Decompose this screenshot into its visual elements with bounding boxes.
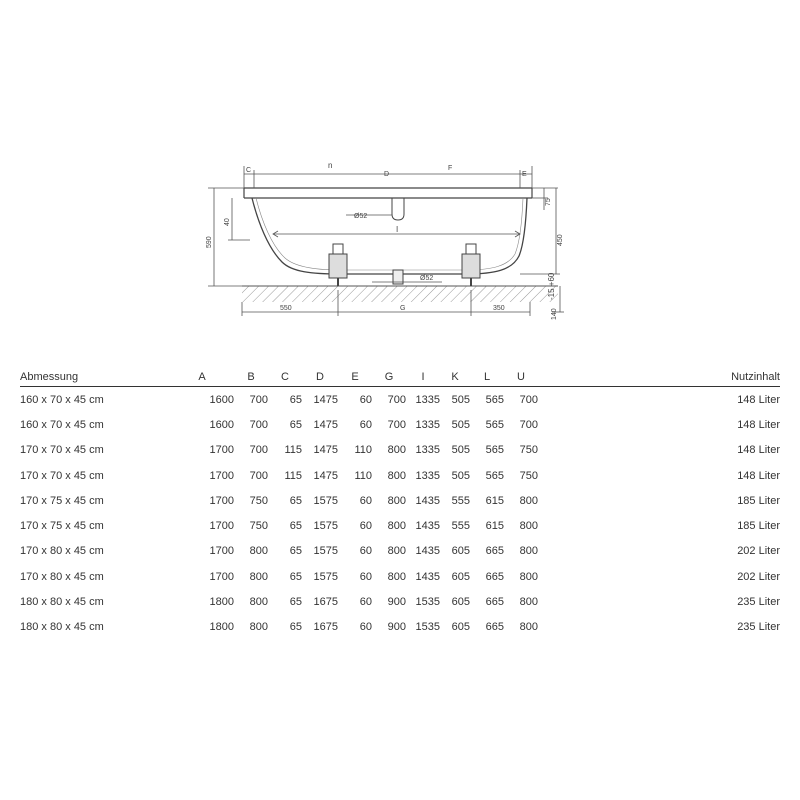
cell-value: 800 xyxy=(519,596,538,609)
cell-value: 1475 xyxy=(313,418,338,431)
cell-value: 1700 xyxy=(209,545,234,558)
cell-value: 700 xyxy=(249,393,268,406)
cell-value: 750 xyxy=(519,469,538,482)
table-row xyxy=(20,412,780,437)
label-g: G xyxy=(400,305,406,312)
cell-abmessung: 170 x 70 x 45 cm xyxy=(20,444,104,457)
cell-value: 665 xyxy=(485,545,504,558)
cell-value: 65 xyxy=(289,520,302,533)
header-c: C xyxy=(281,371,289,383)
cell-value: 1575 xyxy=(313,545,338,558)
cell-value: 1700 xyxy=(209,570,234,583)
cell-value: 605 xyxy=(451,570,470,583)
cell-value: 700 xyxy=(249,444,268,457)
cell-abmessung: 160 x 70 x 45 cm xyxy=(20,418,104,431)
label-140: 140 xyxy=(551,308,558,320)
cell-value: 1475 xyxy=(313,444,338,457)
cell-value: 615 xyxy=(485,494,504,507)
cell-abmessung: 170 x 80 x 45 cm xyxy=(20,570,104,583)
cell-value: 605 xyxy=(451,545,470,558)
cell-value: 1435 xyxy=(415,494,440,507)
cell-value: 800 xyxy=(249,570,268,583)
cell-value: 1800 xyxy=(209,621,234,634)
cell-value: 1435 xyxy=(415,570,440,583)
cell-value: 65 xyxy=(289,393,302,406)
cell-value: 1700 xyxy=(209,469,234,482)
cell-nutzinhalt: 235 Liter xyxy=(737,596,780,609)
cell-nutzinhalt: 185 Liter xyxy=(737,520,780,533)
cell-value: 60 xyxy=(359,621,372,634)
label-d: D xyxy=(384,171,390,178)
header-nutzinhalt: Nutzinhalt xyxy=(731,371,780,383)
label-450: 450 xyxy=(557,234,564,246)
cell-value: 700 xyxy=(249,469,268,482)
cell-value: 1335 xyxy=(415,418,440,431)
cell-abmessung: 180 x 80 x 45 cm xyxy=(20,621,104,634)
cell-value: 60 xyxy=(359,418,372,431)
cell-value: 115 xyxy=(284,469,302,482)
header-abmessung: Abmessung xyxy=(20,371,79,383)
cell-nutzinhalt: 235 Liter xyxy=(737,621,780,634)
label-drain-bottom: Ø52 xyxy=(420,275,434,282)
cell-value: 665 xyxy=(485,621,504,634)
bathtub-technical-drawing xyxy=(0,0,800,360)
cell-value: 1575 xyxy=(313,520,338,533)
cell-value: 700 xyxy=(387,418,406,431)
table-header-row xyxy=(20,368,780,387)
cell-value: 800 xyxy=(519,520,538,533)
cell-value: 700 xyxy=(249,418,268,431)
cell-value: 665 xyxy=(485,570,504,583)
cell-value: 1335 xyxy=(415,469,440,482)
cell-value: 115 xyxy=(284,444,302,457)
cell-value: 60 xyxy=(359,494,372,507)
table-row xyxy=(20,438,780,463)
header-l: L xyxy=(483,371,491,383)
cell-abmessung: 160 x 70 x 45 cm xyxy=(20,393,104,406)
table-row xyxy=(20,589,780,614)
header-g: G xyxy=(384,371,394,383)
cell-value: 1575 xyxy=(313,570,338,583)
header-b: B xyxy=(247,371,255,383)
left-dimension-lines xyxy=(208,188,250,286)
cell-value: 60 xyxy=(359,520,372,533)
cell-value: 65 xyxy=(289,545,302,558)
cell-value: 750 xyxy=(249,520,268,533)
cell-abmessung: 170 x 70 x 45 cm xyxy=(20,469,104,482)
cell-value: 900 xyxy=(387,596,406,609)
cell-value: 800 xyxy=(249,621,268,634)
dimension-table xyxy=(20,368,780,640)
cell-value: 505 xyxy=(451,469,470,482)
header-k: K xyxy=(451,371,459,383)
header-u: U xyxy=(517,371,525,383)
tub-body-outline xyxy=(252,198,527,274)
label-f: F xyxy=(448,165,453,172)
cell-value: 1700 xyxy=(209,520,234,533)
cell-nutzinhalt: 148 Liter xyxy=(737,444,780,457)
header-e: E xyxy=(351,371,359,383)
cell-value: 565 xyxy=(485,469,504,482)
cell-value: 1600 xyxy=(209,393,234,406)
cell-value: 1535 xyxy=(415,621,440,634)
cell-value: 605 xyxy=(451,596,470,609)
table-row xyxy=(20,387,780,413)
cell-value: 750 xyxy=(519,444,538,457)
cell-value: 60 xyxy=(359,393,372,406)
cell-value: 700 xyxy=(387,393,406,406)
cell-value: 800 xyxy=(387,520,406,533)
label-75: 75 xyxy=(545,198,552,206)
cell-value: 65 xyxy=(289,418,302,431)
cell-value: 800 xyxy=(519,621,538,634)
overflow-drain xyxy=(392,198,404,220)
cell-value: 700 xyxy=(519,418,538,431)
cell-abmessung: 170 x 80 x 45 cm xyxy=(20,545,104,558)
cell-value: 800 xyxy=(387,444,406,457)
cell-value: 665 xyxy=(485,596,504,609)
cell-nutzinhalt: 202 Liter xyxy=(737,545,780,558)
cell-value: 1335 xyxy=(415,444,440,457)
cell-value: 1475 xyxy=(313,469,338,482)
cell-value: 505 xyxy=(451,444,470,457)
cell-value: 65 xyxy=(289,570,302,583)
label-i: I xyxy=(396,225,399,234)
cell-value: 505 xyxy=(451,393,470,406)
cell-value: 1700 xyxy=(209,444,234,457)
cell-nutzinhalt: 202 Liter xyxy=(737,570,780,583)
cell-value: 60 xyxy=(359,545,372,558)
cell-value: 555 xyxy=(451,520,470,533)
cell-abmessung: 170 x 75 x 45 cm xyxy=(20,494,104,507)
cell-nutzinhalt: 148 Liter xyxy=(737,418,780,431)
cell-nutzinhalt: 185 Liter xyxy=(737,494,780,507)
cell-value: 565 xyxy=(485,418,504,431)
cell-value: 1575 xyxy=(313,494,338,507)
cell-value: 1600 xyxy=(209,418,234,431)
cell-value: 800 xyxy=(387,545,406,558)
cell-value: 1675 xyxy=(313,596,338,609)
cell-value: 800 xyxy=(387,469,406,482)
label-drain-top: Ø52 xyxy=(354,213,368,220)
cell-value: 1475 xyxy=(313,393,338,406)
cell-value: 1435 xyxy=(415,545,440,558)
cell-value: 565 xyxy=(485,444,504,457)
header-a: A xyxy=(198,371,206,383)
header-d: D xyxy=(316,371,324,383)
cell-value: 565 xyxy=(485,393,504,406)
cell-value: 1335 xyxy=(415,393,440,406)
cell-value: 1435 xyxy=(415,520,440,533)
label-e: E xyxy=(522,171,527,178)
leg-right xyxy=(462,244,480,286)
cell-value: 1700 xyxy=(209,494,234,507)
cell-value: 505 xyxy=(451,418,470,431)
table-row xyxy=(20,488,780,513)
cell-value: 615 xyxy=(485,520,504,533)
cell-value: 900 xyxy=(387,621,406,634)
cell-value: 65 xyxy=(289,621,302,634)
cell-nutzinhalt: 148 Liter xyxy=(737,469,780,482)
leg-left xyxy=(329,244,347,286)
cell-value: 700 xyxy=(519,393,538,406)
cell-nutzinhalt: 148 Liter xyxy=(737,393,780,406)
cell-value: 1535 xyxy=(415,596,440,609)
cell-value: 110 xyxy=(354,444,372,457)
cell-abmessung: 170 x 75 x 45 cm xyxy=(20,520,104,533)
tub-rim xyxy=(244,188,532,198)
table-row xyxy=(20,463,780,488)
table-row xyxy=(20,539,780,564)
cell-value: 800 xyxy=(519,494,538,507)
label-n: n xyxy=(328,161,333,170)
cell-value: 60 xyxy=(359,570,372,583)
label-590: 590 xyxy=(206,236,213,248)
label-350: 350 xyxy=(493,305,505,312)
table-row xyxy=(20,513,780,538)
table-row xyxy=(20,564,780,589)
cell-value: 800 xyxy=(519,570,538,583)
cell-value: 605 xyxy=(451,621,470,634)
cell-value: 65 xyxy=(289,494,302,507)
cell-value: 800 xyxy=(387,494,406,507)
label-550: 550 xyxy=(280,305,292,312)
cell-value: 800 xyxy=(519,545,538,558)
cell-value: 110 xyxy=(354,469,372,482)
table-row xyxy=(20,615,780,640)
floor-hatching xyxy=(242,286,558,302)
cell-value: 800 xyxy=(249,596,268,609)
cell-value: 800 xyxy=(249,545,268,558)
cell-value: 800 xyxy=(387,570,406,583)
cell-value: 65 xyxy=(289,596,302,609)
cell-value: 750 xyxy=(249,494,268,507)
cell-value: 60 xyxy=(359,596,372,609)
label-c: C xyxy=(246,167,252,174)
header-i: I xyxy=(421,371,425,383)
label-40: 40 xyxy=(224,218,231,226)
label-adjust: -15 +60 xyxy=(547,272,556,300)
cell-abmessung: 180 x 80 x 45 cm xyxy=(20,596,104,609)
cell-value: 1675 xyxy=(313,621,338,634)
cell-value: 1800 xyxy=(209,596,234,609)
cell-value: 555 xyxy=(451,494,470,507)
